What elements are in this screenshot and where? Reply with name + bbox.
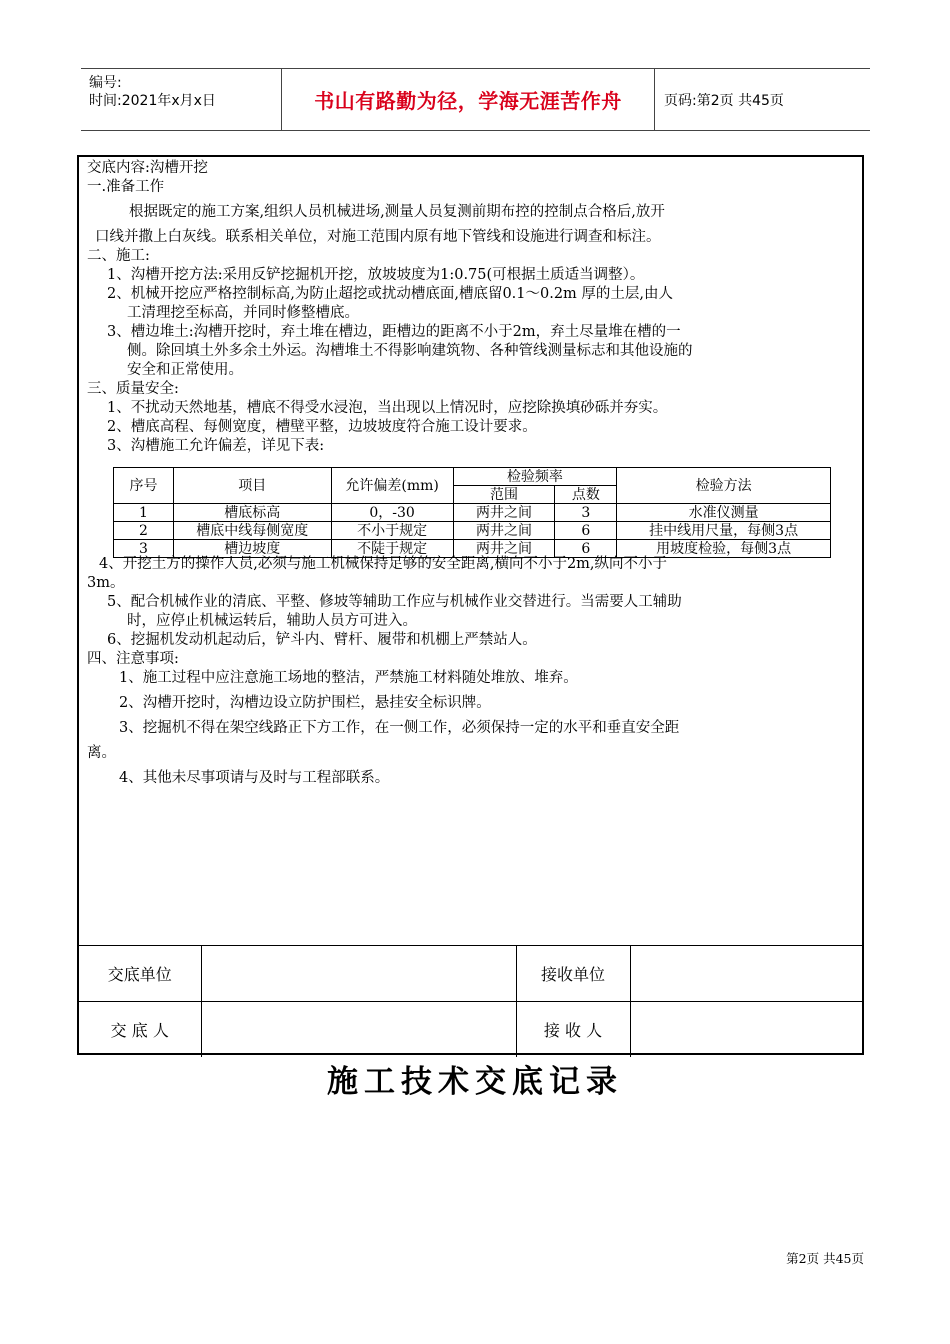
content-line: 1、不扰动天然地基，槽底不得受水浸泡，当出现以上情况时，应挖除换填砂砾并夯实。 xyxy=(107,400,668,416)
cell-item: 槽底标高 xyxy=(173,504,331,522)
page-header xyxy=(81,68,870,131)
receiving-unit-label: 接收单位 xyxy=(516,946,630,1002)
content-line: 时，应停止机械运转后，辅助人员方可进入。 xyxy=(127,613,417,629)
header-points: 点数 xyxy=(555,486,617,504)
content-line: 3m。 xyxy=(87,575,125,591)
page-footer: 第2页 共45页 xyxy=(786,1251,864,1266)
cell-no: 2 xyxy=(114,522,174,540)
cell-range: 两井之间 xyxy=(453,540,555,558)
receiving-person-field[interactable] xyxy=(630,1002,862,1058)
content-line: 口线并撒上白灰线。联系相关单位，对施工范围内原有地下管线和设施进行调查和标注。 xyxy=(95,229,661,245)
delivering-unit-label: 交底单位 xyxy=(79,946,201,1002)
content-line: 交底内容:沟槽开挖 xyxy=(87,160,208,176)
content-line: 1、施工过程中应注意施工场地的整洁，严禁施工材料随处堆放、堆弃。 xyxy=(119,670,578,686)
cell-points: 6 xyxy=(555,522,617,540)
header-meta xyxy=(81,69,281,130)
header-motto-cell xyxy=(281,69,655,130)
content-line: 4、其他未尽事项请与及时与工程部联系。 xyxy=(119,770,390,786)
receiving-person-label: 接 收 人 xyxy=(516,1002,630,1058)
content-line: 侧。除回填土外多余土外运。沟槽堆土不得影响建筑物、各种管线测量标志和其他设施的 xyxy=(127,343,693,359)
table-row xyxy=(114,504,831,522)
disclosure-form xyxy=(77,155,864,1055)
motto-text: 书山有路勤为径，学海无涯苦作舟 xyxy=(314,89,622,113)
cell-range: 两井之间 xyxy=(453,504,555,522)
cell-no: 1 xyxy=(114,504,174,522)
cell-item: 槽底中线每侧宽度 xyxy=(173,522,331,540)
cell-method: 用坡度检验，每侧3点 xyxy=(617,540,831,558)
number-label: 编号: xyxy=(89,75,122,91)
page-info: 页码:第2页 共45页 xyxy=(664,92,784,109)
cell-no: 3 xyxy=(114,540,174,558)
content-line: 2、槽底高程、每侧宽度，槽壁平整，边坡坡度符合施工设计要求。 xyxy=(107,419,537,435)
cell-method: 挂中线用尺量，每侧3点 xyxy=(617,522,831,540)
receiving-unit-field[interactable] xyxy=(630,946,862,1002)
table-header-row xyxy=(114,468,831,486)
time-label: 时间:2021年x月x日 xyxy=(89,93,216,109)
tolerance-table xyxy=(113,467,831,558)
signature-table xyxy=(79,945,862,1057)
content-line: 三、质量安全: xyxy=(87,381,179,397)
cell-tolerance: 不陡于规定 xyxy=(331,540,453,558)
content-line: 安全和正常使用。 xyxy=(127,362,243,378)
header-method: 检验方法 xyxy=(617,468,831,504)
content-line: 3、沟槽施工允许偏差，详见下表: xyxy=(107,438,325,454)
content-line: 3、挖掘机不得在架空线路正下方工作，在一侧工作，必须保持一定的水平和垂直安全距 xyxy=(119,720,680,736)
content-line: 4、开挖土方的操作人员,必须与施工机械保持足够的安全距离,横向不小于2m,纵向不小于 xyxy=(99,556,668,572)
content-line: 2、沟槽开挖时，沟槽边设立防护围栏，悬挂安全标识牌。 xyxy=(119,695,491,711)
content-line: 根据既定的施工方案,组织人员机械进场,测量人员复测前期布控的控制点合格后,放开 xyxy=(129,204,665,220)
cell-tolerance: 不小于规定 xyxy=(331,522,453,540)
cell-item: 槽边坡度 xyxy=(173,540,331,558)
content-line: 一.准备工作 xyxy=(87,179,165,195)
delivering-person-field[interactable] xyxy=(201,1002,516,1058)
content-line: 二、施工: xyxy=(87,248,150,264)
header-item: 项目 xyxy=(173,468,331,504)
content-line: 5、配合机械作业的清底、平整、修坡等辅助工作应与机械作业交替进行。当需要人工辅助 xyxy=(107,594,682,610)
cell-range: 两井之间 xyxy=(453,522,555,540)
content-line: 2、机械开挖应严格控制标高,为防止超挖或扰动槽底面,槽底留0.1～0.2m 厚的土层,由人 xyxy=(107,286,674,302)
signature-row-person xyxy=(79,1002,862,1058)
document-title: 施工技术交底记录 xyxy=(327,1064,623,1100)
signature-row-unit xyxy=(79,946,862,1002)
content-line: 离。 xyxy=(87,745,116,761)
header-frequency: 检验频率 xyxy=(453,468,617,486)
header-no: 序号 xyxy=(114,468,174,504)
content-line: 1、沟槽开挖方法:采用反铲挖掘机开挖，放坡坡度为1:0.75(可根据土质适当调整）。 xyxy=(107,267,645,283)
table-row xyxy=(114,522,831,540)
header-tolerance: 允许偏差(mm) xyxy=(331,468,453,504)
header-range: 范围 xyxy=(453,486,555,504)
delivering-unit-field[interactable] xyxy=(201,946,516,1002)
cell-method: 水准仪测量 xyxy=(617,504,831,522)
content-line: 3、槽边堆土:沟槽开挖时，弃土堆在槽边，距槽边的距离不小于2m，弃土尽量堆在槽的一 xyxy=(107,324,681,340)
content-line: 工清理挖至标高，并同时修整槽底。 xyxy=(127,305,359,321)
content-line: 四、注意事项: xyxy=(87,651,179,667)
disclosure-content xyxy=(87,159,857,456)
content-line: 6、挖掘机发动机起动后，铲斗内、臂杆、履带和机棚上严禁站人。 xyxy=(107,632,537,648)
cell-points: 6 xyxy=(555,540,617,558)
cell-points: 3 xyxy=(555,504,617,522)
header-page-cell xyxy=(654,69,870,130)
delivering-person-label: 交 底 人 xyxy=(79,1002,201,1058)
disclosure-content-continued xyxy=(87,555,857,788)
cell-tolerance: 0，-30 xyxy=(331,504,453,522)
